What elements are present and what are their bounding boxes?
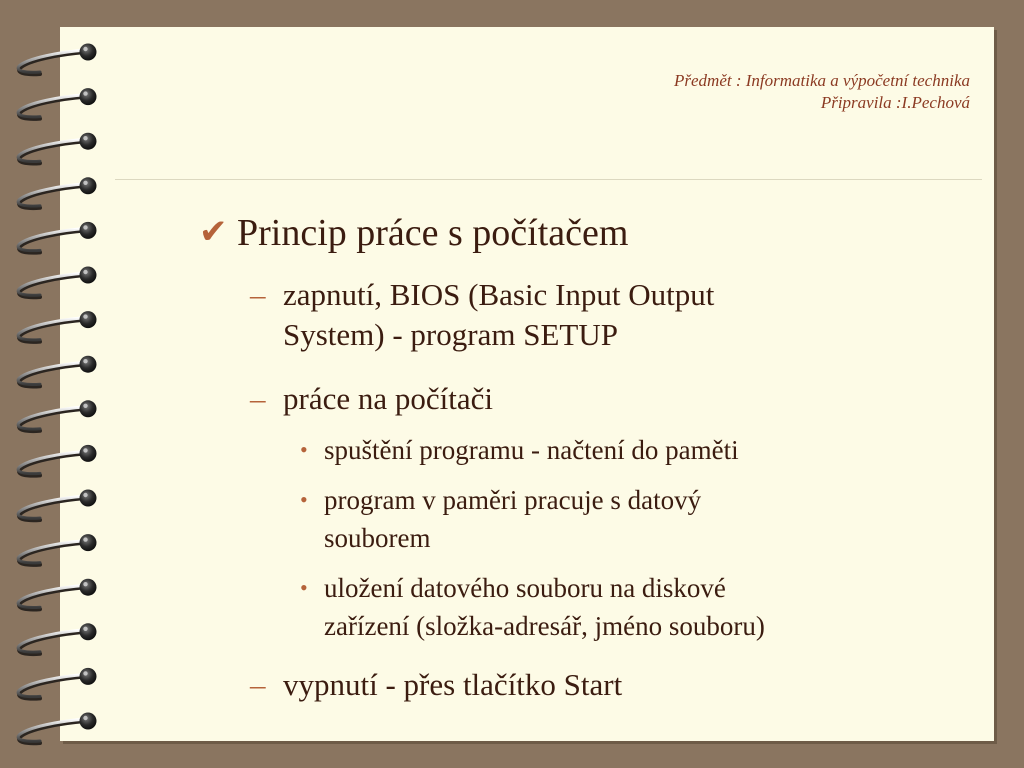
sub-list-item-line: souborem bbox=[324, 523, 431, 553]
dash-marker: – bbox=[250, 277, 266, 312]
slide-title: Princip práce s počítačem bbox=[237, 212, 629, 254]
sub-list-item-line: spuštění programu - načtení do paměti bbox=[324, 435, 739, 465]
sub-list-item bbox=[300, 431, 739, 469]
header-subject: Předmět : Informatika a výpočetní technika bbox=[674, 71, 970, 90]
slide-title-row bbox=[199, 210, 628, 256]
list-item-line: System) - program SETUP bbox=[283, 317, 618, 352]
sub-list-item-line: uložení datového souboru na diskové bbox=[324, 573, 726, 603]
slide-header bbox=[674, 70, 970, 114]
list-item-line: práce na počítači bbox=[283, 381, 493, 416]
header-author: Připravila :I.Pechová bbox=[820, 93, 970, 112]
sub-list-item bbox=[300, 481, 701, 557]
dash-marker: – bbox=[250, 381, 266, 416]
sub-list-item-line: zařízení (složka-adresář, jméno souboru) bbox=[324, 611, 765, 641]
bullet-marker: • bbox=[300, 437, 308, 462]
dash-marker: – bbox=[250, 667, 266, 702]
bullet-marker: • bbox=[300, 487, 308, 512]
sub-list-item bbox=[300, 569, 765, 645]
list-item bbox=[250, 379, 493, 419]
list-item-line: vypnutí - přes tlačítko Start bbox=[283, 667, 623, 702]
list-item bbox=[250, 275, 714, 355]
bullet-marker: • bbox=[300, 575, 308, 600]
list-item-line: zapnutí, BIOS (Basic Input Output bbox=[283, 277, 715, 312]
checkmark-icon: ✔ bbox=[199, 214, 228, 251]
sub-list-item-line: program v paměri pracuje s datový bbox=[324, 485, 702, 515]
list-item bbox=[250, 665, 622, 705]
header-divider bbox=[115, 179, 982, 180]
